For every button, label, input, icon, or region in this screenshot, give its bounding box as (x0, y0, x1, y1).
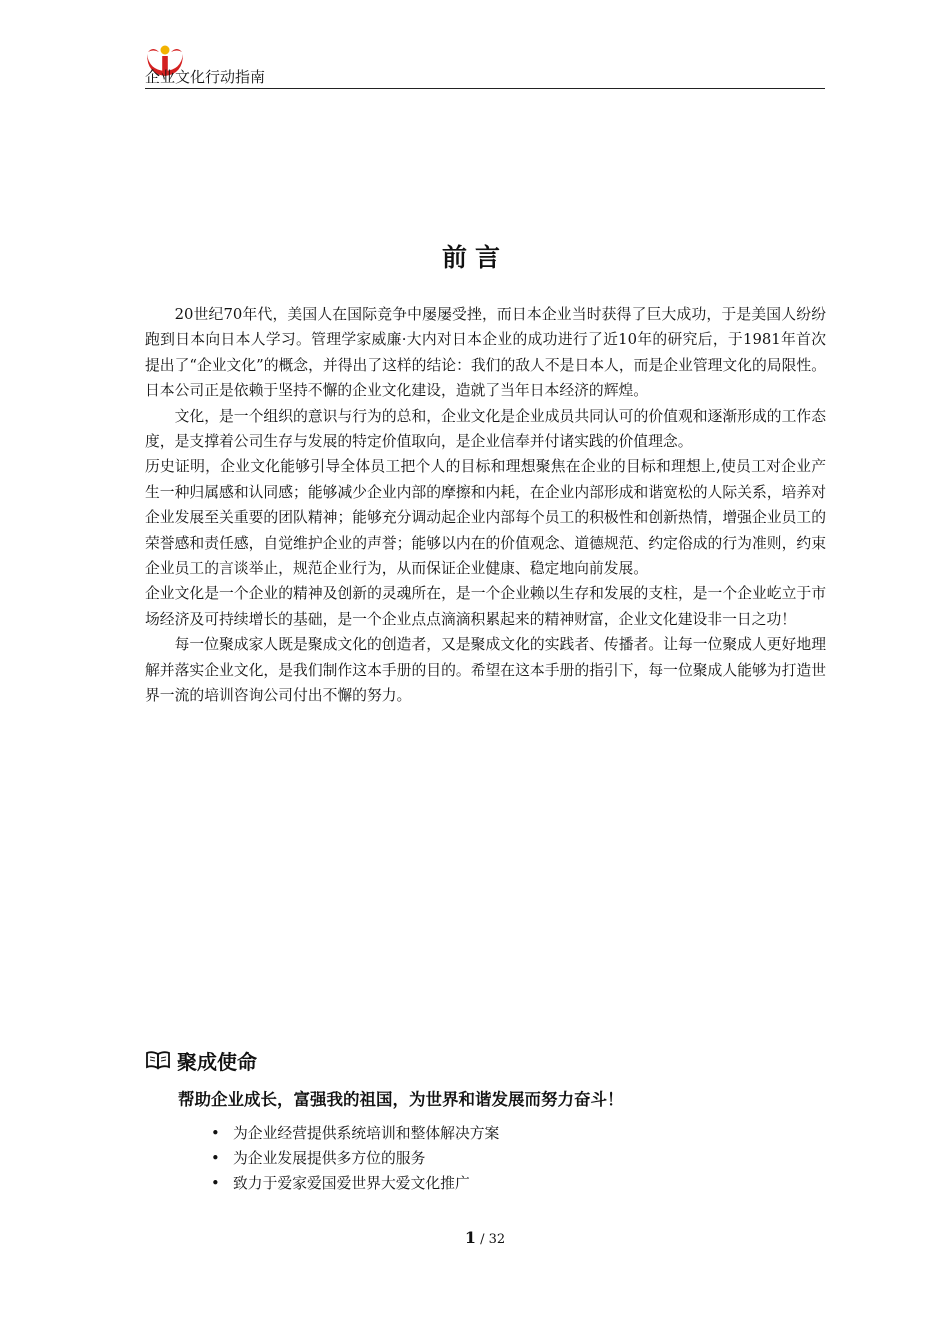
mission-list (205, 1121, 499, 1196)
mission-title: 聚成使命 (177, 1049, 257, 1074)
page-header (145, 40, 825, 89)
mission-statement: 帮助企业成长，富强我的祖国，为世界和谐发展而努力奋斗！ (178, 1090, 624, 1109)
paragraph: 文化，是一个组织的意识与行为的总和，企业文化是企业成员共同认可的价值观和逐渐形成的工作态度，是支撑着公司生存与发展的特定价值取向，是企业信奉并付诸实践的价值理念。 (145, 407, 826, 451)
list-item (205, 1146, 499, 1171)
page-number (0, 1228, 950, 1247)
paragraph: 每一位聚成家人既是聚成文化的创造者，又是聚成文化的实践者、传播者。让每一位聚成人更好地理解并落实企业文化，是我们制作这本手册的目的。希望在这本手册的指引下，每一位聚成人能够为打造世界一流的培训咨询公司付出不懈的努力。 (145, 636, 826, 705)
bullet: • (211, 1175, 220, 1192)
list-item (205, 1171, 499, 1196)
bullet: • (211, 1125, 220, 1142)
list-item (205, 1121, 499, 1146)
mission-heading (145, 1045, 257, 1075)
header-title: 企业文化行动指南 (145, 68, 266, 86)
paragraph: 企业文化是一个企业的精神及创新的灵魂所在，是一个企业赖以生存和发展的支柱，是一个企业屹立于市场经济及可持续增长的基础，是一个企业点点滴滴积累起来的精神财富，企业文化建设非一日之功！ (145, 585, 826, 628)
page-title: 前言 (441, 243, 508, 272)
list-item-text: 为企业经营提供系统培训和整体解决方案 (233, 1125, 500, 1142)
open-book-icon (145, 1050, 171, 1070)
total-pages: / 32 (480, 1232, 506, 1247)
bullet: • (211, 1150, 220, 1167)
list-item-text: 为企业发展提供多方位的服务 (233, 1150, 426, 1167)
paragraph: 历史证明，企业文化能够引导全体员工把个人的目标和理想聚焦在企业的目标和理想上,使员工对企业产生一种归属感和认同感；能够减少企业内部的摩擦和内耗，在企业内部形成和谐宽松的人际关系，培养对企业发展至关重要的团队精神；能够充分调动起企业内部每个员工的积极性和创新热情，增强企业员工的荣誉感和责任感，自觉维护企业的声誉；能够以内在的价值观念、道德规范、约定俗成的行为准则，约束企业员工的言谈举止，规范企业行为，从而保证企业健康、稳定地向前发展。 (145, 458, 826, 578)
preface-body (145, 302, 826, 709)
list-item-text: 致力于爱家爱国爱世界大爱文化推广 (233, 1175, 470, 1192)
paragraph: 20世纪70年代，美国人在国际竞争中屡屡受挫，而日本企业当时获得了巨大成功，于是美国人纷纷跑到日本向日本人学习。管理学家威廉·大内对日本企业的成功进行了近10年的研究后，于1981年首次提出了“企业文化”的概念，并得出了这样的结论：我们的敌人不是日本人，而是企业管理文化的局限性。日本公司正是依赖于坚持不懈的企业文化建设，造就了当年日本经济的辉煌。 (145, 306, 826, 400)
current-page: 1 (464, 1228, 476, 1247)
